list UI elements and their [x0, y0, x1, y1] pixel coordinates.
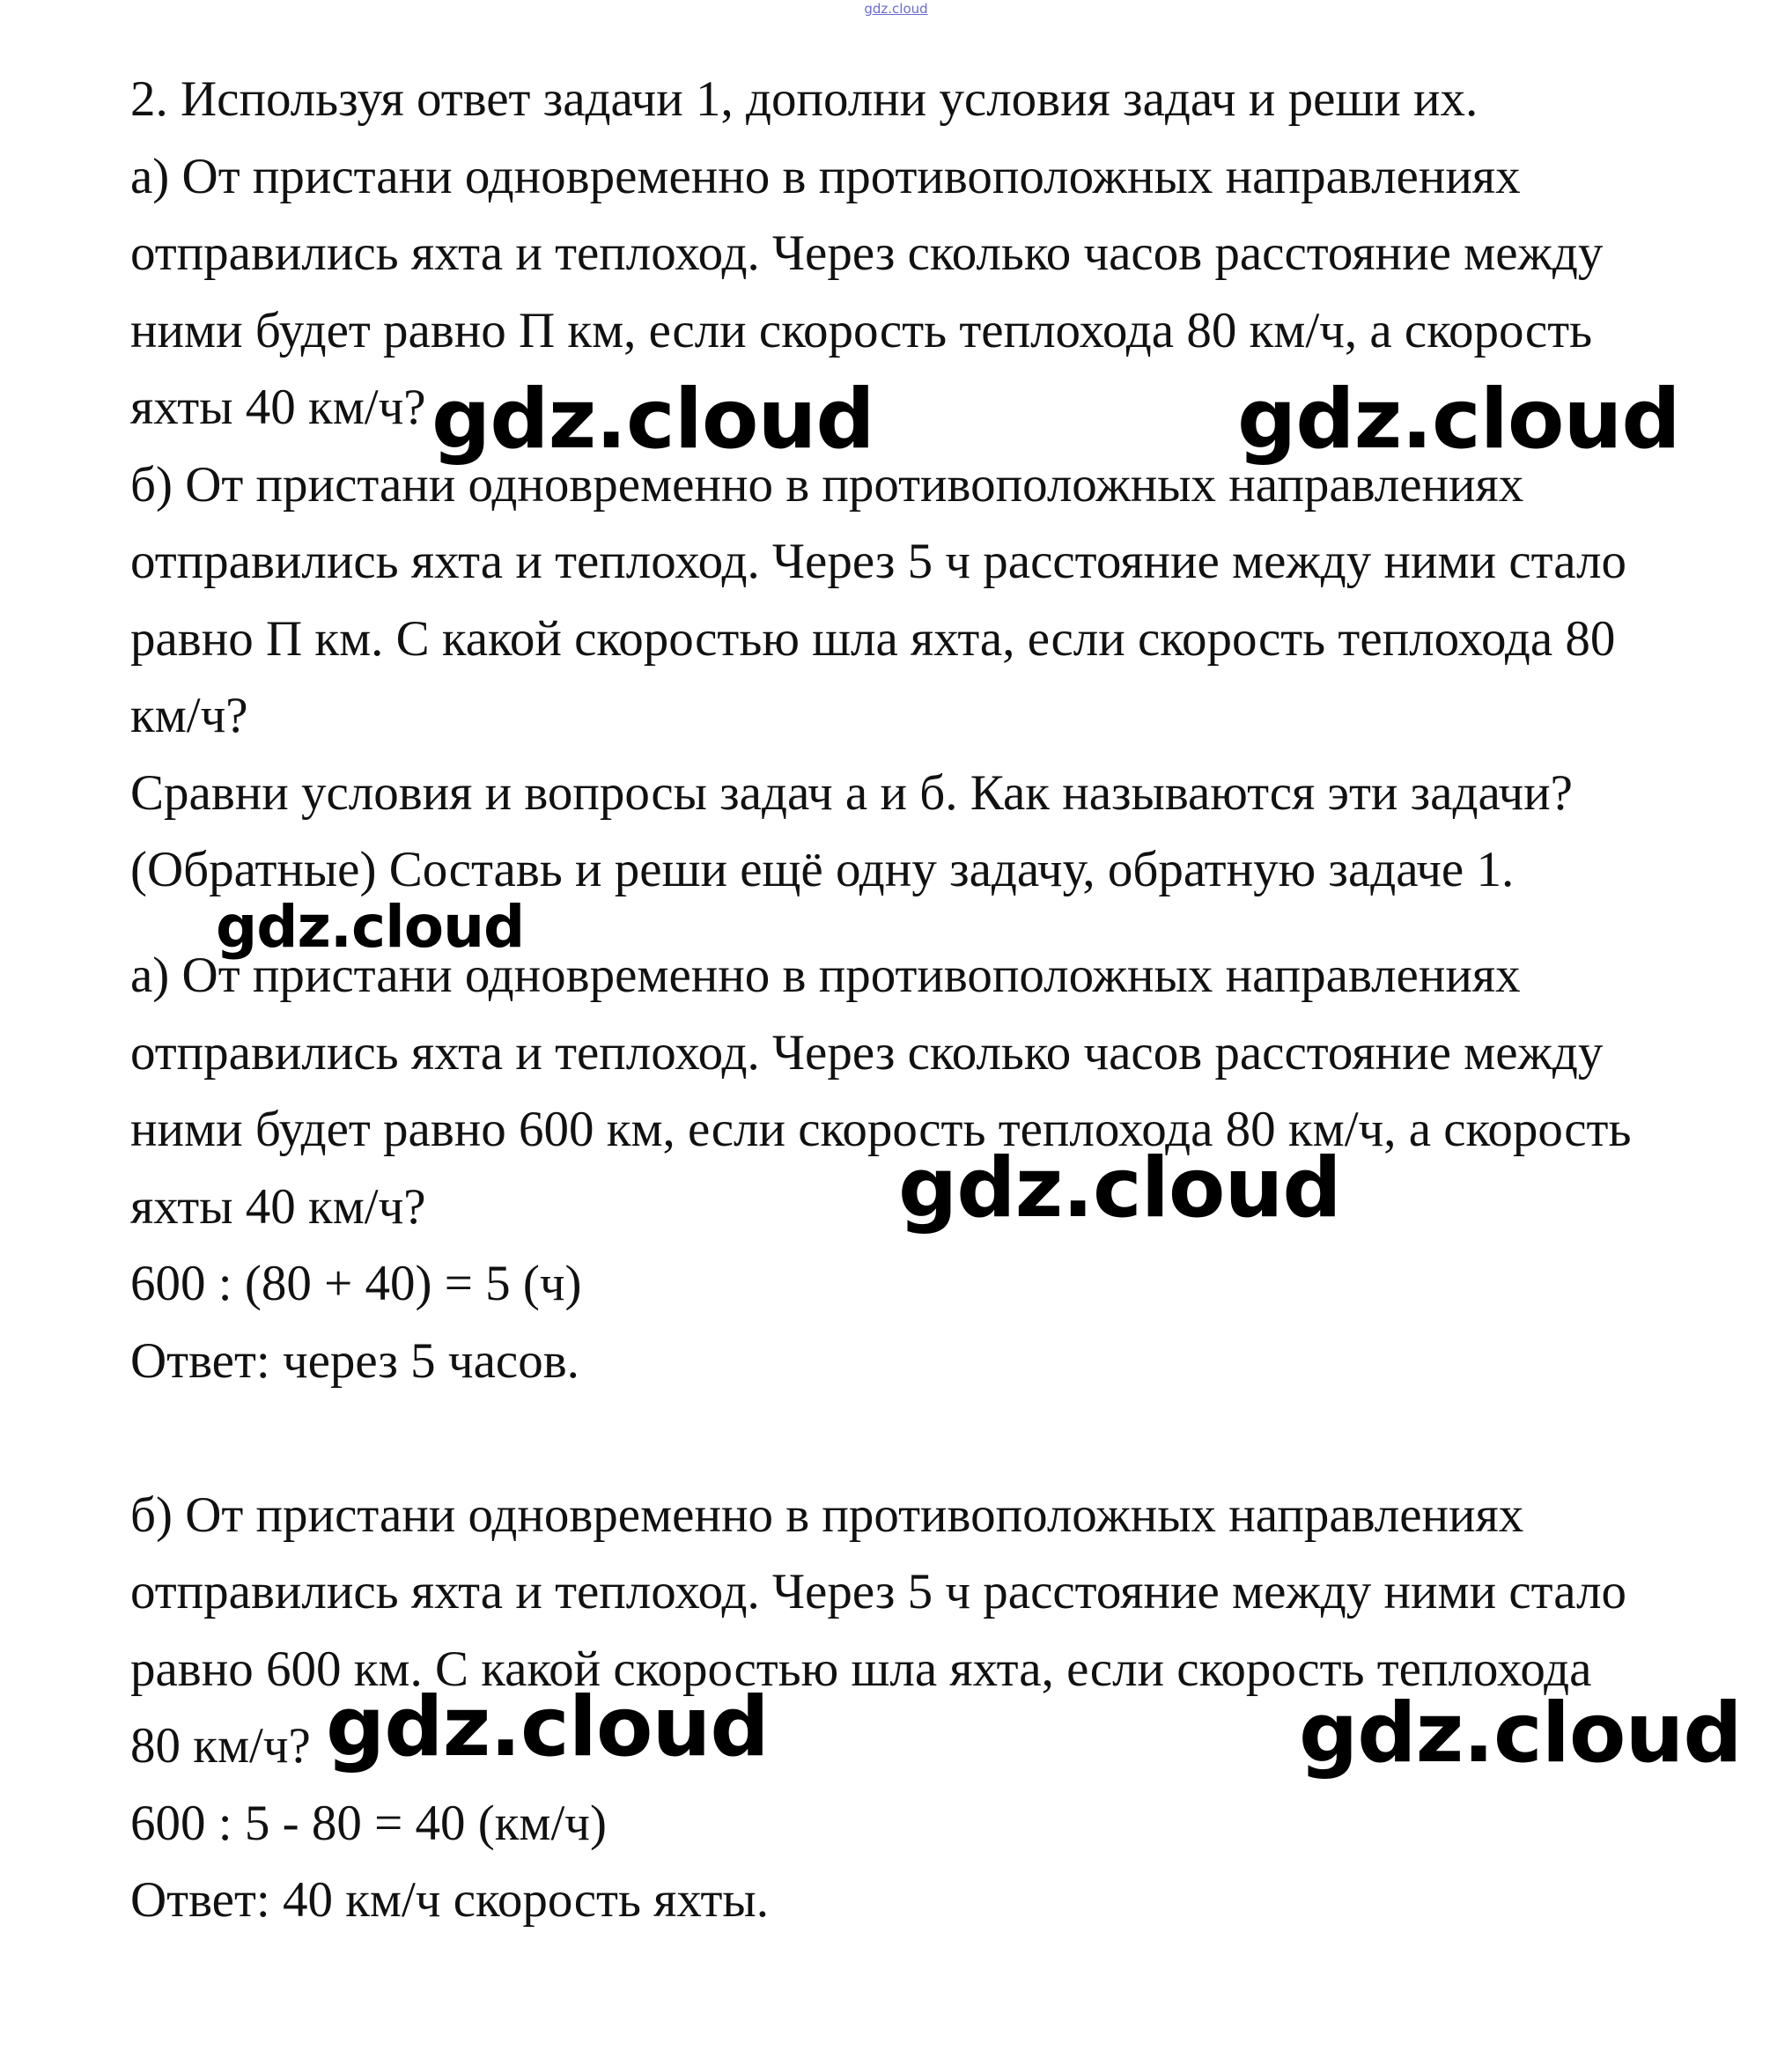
solution-b-line: 80 км/ч?: [130, 1718, 311, 1774]
header-watermark: gdz.cloud: [864, 1, 928, 17]
task-line: (Обратные) Составь и реши ещё одну задачу, обратную задаче 1.: [130, 842, 1515, 897]
task-line: Сравни условия и вопросы задач а и б. Как называются эти задачи?: [130, 765, 1573, 821]
solution-b-line: б) От пристани одновременно в противоположных направлениях: [130, 1487, 1524, 1543]
solution-b-line: равно 600 км. С какой скоростью шла яхта, если скорость теплохода: [130, 1641, 1592, 1697]
task-line: б) От пристани одновременно в противоположных направлениях: [130, 457, 1524, 513]
watermark: gdz.cloud: [898, 1140, 1341, 1236]
solution-a-answer: Ответ: через 5 часов.: [130, 1333, 579, 1389]
task-line: ними будет равно П км, если скорость теплохода 80 км/ч, а скорость: [130, 303, 1593, 358]
task-line: отправились яхта и теплоход. Через 5 ч расстояние между ними стало: [130, 534, 1627, 589]
solution-a-line: ними будет равно 600 км, если скорость теплохода 80 км/ч, а скорость: [130, 1102, 1632, 1157]
task-line: км/ч?: [130, 688, 248, 743]
solution-b-answer: Ответ: 40 км/ч скорость яхты.: [130, 1872, 769, 1928]
solution-a-line: а) От пристани одновременно в противоположных направлениях: [130, 948, 1521, 1003]
solution-a-equation: 600 : (80 + 40) = 5 (ч): [130, 1256, 582, 1311]
solution-b-line: отправились яхта и теплоход. Через 5 ч расстояние между ними стало: [130, 1564, 1627, 1619]
task-line: равно П км. С какой скоростью шла яхта, если скорость теплохода 80: [130, 611, 1616, 667]
watermark: gdz.cloud: [1237, 372, 1680, 468]
watermark: gdz.cloud: [216, 893, 525, 961]
watermark: gdz.cloud: [1299, 1685, 1742, 1781]
task-line: отправились яхта и теплоход. Через сколько часов расстояние между: [130, 225, 1604, 281]
solution-a-line: яхты 40 км/ч?: [130, 1179, 426, 1235]
task-line: 2. Используя ответ задачи 1, дополни условия задач и реши их.: [130, 71, 1479, 127]
watermark: gdz.cloud: [326, 1679, 769, 1775]
solution-a-line: отправились яхта и теплоход. Через сколько часов расстояние между: [130, 1025, 1604, 1081]
solution-b-equation: 600 : 5 - 80 = 40 (км/ч): [130, 1796, 607, 1851]
task-line: а) От пристани одновременно в противоположных направлениях: [130, 149, 1521, 204]
task-line: яхты 40 км/ч?: [130, 380, 426, 435]
watermark: gdz.cloud: [431, 372, 874, 468]
